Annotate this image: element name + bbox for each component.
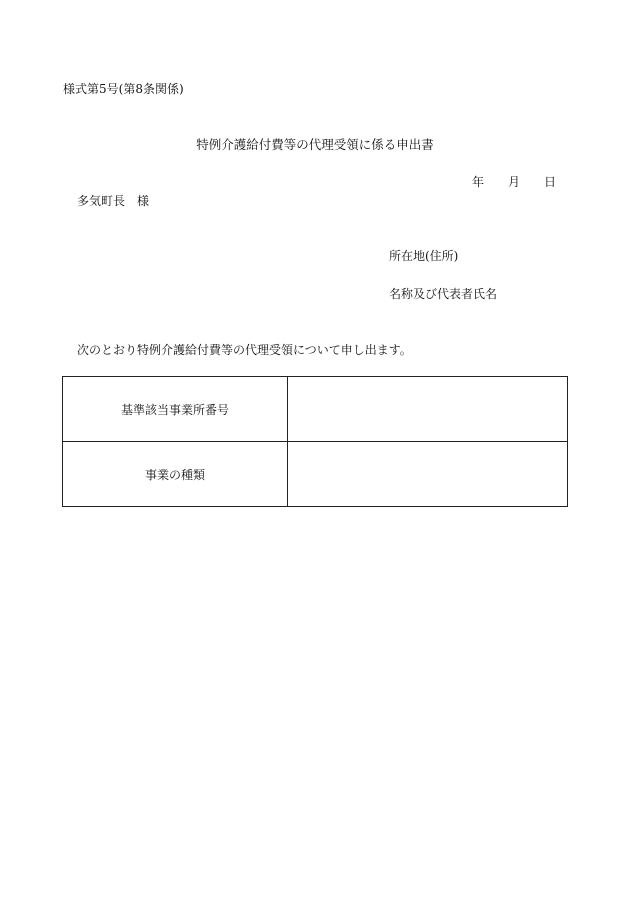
document-title: 特例介護給付費等の代理受領に係る申出書	[196, 137, 434, 152]
form-number: 様式第5号(第8条関係)	[63, 82, 184, 96]
intro-text: 次のとおり特例介護給付費等の代理受領について申し出ます。	[77, 343, 412, 357]
business-type-value[interactable]	[288, 442, 568, 507]
address-label: 所在地(住所)	[389, 249, 459, 263]
date-line	[472, 174, 556, 190]
date-year: 年	[472, 175, 485, 189]
table-row	[63, 442, 568, 507]
facility-number-label: 基準該当事業所番号	[63, 377, 288, 442]
date-day: 日	[544, 175, 557, 189]
business-type-label: 事業の種類	[63, 442, 288, 507]
facility-number-value[interactable]	[288, 377, 568, 442]
recipient: 多気町長 様	[77, 194, 150, 208]
date-month: 月	[508, 175, 521, 189]
info-table	[62, 376, 568, 507]
representative-name-label: 名称及び代表者氏名	[389, 287, 498, 301]
table-row	[63, 377, 568, 442]
